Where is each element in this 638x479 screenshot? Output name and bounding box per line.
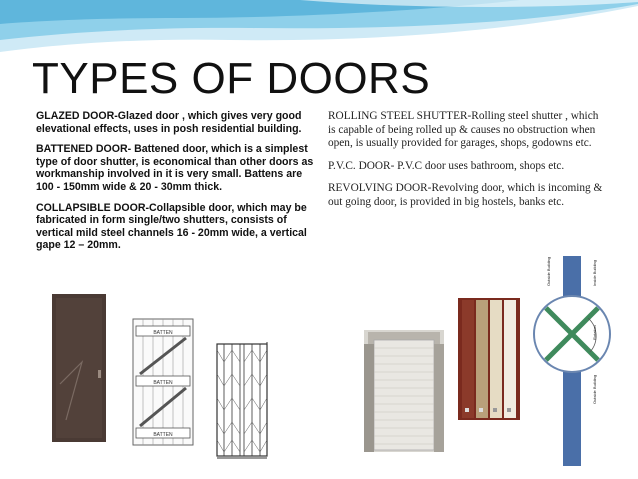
inside-building-label: Inside Building bbox=[592, 259, 597, 286]
collapsible-door-paragraph: COLLAPSIBLE DOOR-Collapsible door, which may be fabricated in form single/two shutters, consists of vertical mild steel channels 16 - 20mm wide, a vertical gape 12 – 20mm. bbox=[36, 201, 307, 252]
rotation-label: Rotation bbox=[592, 325, 597, 340]
collapsible-door-image bbox=[214, 340, 270, 462]
pvc-door-image bbox=[458, 298, 520, 420]
batten-label-top: BATTEN bbox=[153, 330, 173, 336]
battened-door-paragraph: BATTENED DOOR- Battened door, which is a simplest type of door shutter, is economical than other doors as workmanship involved in it is very small. Battens are 100 - 150mm wide & 20 - 30mm thick. bbox=[36, 143, 314, 193]
outside-building-label: Outside Building bbox=[546, 256, 551, 286]
right-text-column bbox=[328, 110, 606, 219]
rolling-shutter-image bbox=[364, 330, 444, 452]
page-title: TYPES OF DOORS bbox=[32, 54, 431, 103]
revolving-door-image bbox=[530, 256, 614, 466]
glazed-door-image bbox=[50, 292, 108, 444]
left-text-column bbox=[36, 110, 316, 260]
revolving-door-paragraph: REVOLVING DOOR-Revolving door, which is incoming & out going door, is provided in big hostels, banks etc. bbox=[328, 182, 603, 208]
rolling-shutter-paragraph: ROLLING STEEL SHUTTER-Rolling steel shutter , which is capable of being rolled up & causes no obstruction when open, is usually provided for garages, shops, godowns etc. bbox=[328, 110, 599, 150]
pvc-door-paragraph: P.V.C. DOOR- P.V.C door uses bathroom, shops etc. bbox=[328, 159, 565, 172]
batten-label-mid: BATTEN bbox=[153, 380, 173, 386]
battened-door-image bbox=[132, 318, 194, 446]
glazed-door-paragraph: GLAZED DOOR-Glazed door , which gives very good elevational effects, uses in posh residential building. bbox=[36, 110, 302, 135]
outside-building-label-bottom: Outside Building bbox=[592, 374, 597, 404]
batten-label-bot: BATTEN bbox=[153, 432, 173, 438]
